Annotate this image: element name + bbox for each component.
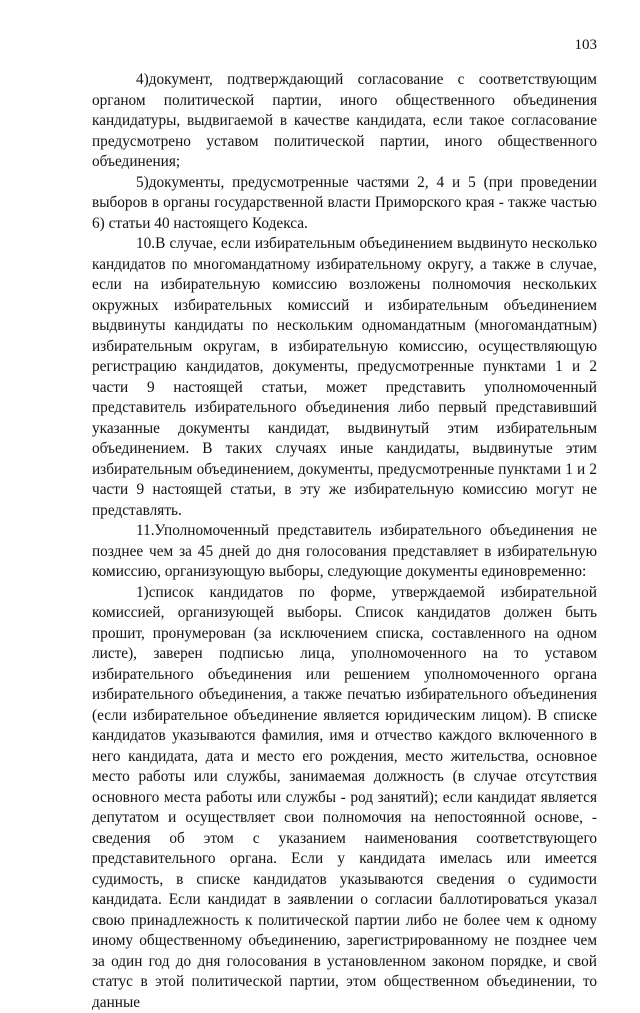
paragraph-item-1-candidate-list: 1)список кандидатов по форме, утверждаемой избирательной комиссией, организующей выборы. Список кандидатов должен быть прошит, пронумерован (за исключением списка, составленного на одном листе), заверен подписью лица, уполномоченного на то уставом избирательного объединения или решением уполномоченного органа избирательного объединения, а также печатью избирательного объединения (если избирательное объединение является юридическим лицом). В списке кандидатов указываются фамилия, имя и отчество каждого включенного в него кандидата, дата и место его рождения, место жительства, основное место работы или службы, занимаемая должность (в случае отсутствия основного места работы или службы - род занятий); если кандидат является депутатом и осуществляет свои полномочия на непостоянной основе, - сведения об этом с указанием наименования соответствующего представительного органа. Если у кандидата имелась или имеется судимость, в списке кандидатов указываются сведения о судимости кандидата. Если кандидат в заявлении о согласии баллотироваться указал свою принадлежность к политической партии либо не более чем к одному иному общественному объединению, зарегистрированному не позднее чем за один год до дня голосования в установленном законом порядке, и свой статус в этой политической партии, этом общественном объединении, то данные — [92, 583, 597, 1013]
page-body — [92, 70, 597, 1013]
paragraph-item-4-document: 4)документ, подтверждающий согласование с соответствующим органом политической партии, иного общественного объединения кандидатуры, выдвигаемой в качестве кандидата, если такое согласование предусмотрено уставом политической партии, иного общественного объединения; — [92, 70, 597, 173]
page-number: 103 — [575, 36, 598, 54]
paragraph-clause-10: 10.В случае, если избирательным объединением выдвинуто несколько кандидатов по многомандатному избирательному округу, а также в случае, если на избирательную комиссию возложены полномочия нескольких окружных избирательных комиссий и избирательным объединением выдвинуты кандидаты по нескольким одномандатным (многомандатным) избирательным округам, в избирательную комиссию, осуществляющую регистрацию кандидатов, документы, предусмотренные пунктами 1 и 2 части 9 настоящей статьи, может представить уполномоченный представитель избирательного объединения либо первый представивший указанные документы кандидат, выдвинутый этим избирательным объединением. В таких случаях иные кандидаты, выдвинутые этим избирательным объединением, документы, предусмотренные пунктами 1 и 2 части 9 настоящей статьи, в эту же избирательную комиссию могут не представлять. — [92, 234, 597, 521]
paragraph-item-5-documents: 5)документы, предусмотренные частями 2, 4 и 5 (при проведении выборов в органы государственной власти Приморского края - также частью 6) статьи 40 настоящего Кодекса. — [92, 173, 597, 235]
paragraph-clause-11: 11.Уполномоченный представитель избирательного объединения не позднее чем за 45 дней до дня голосования представляет в избирательную комиссию, организующую выборы, следующие документы единовременно: — [92, 521, 597, 583]
